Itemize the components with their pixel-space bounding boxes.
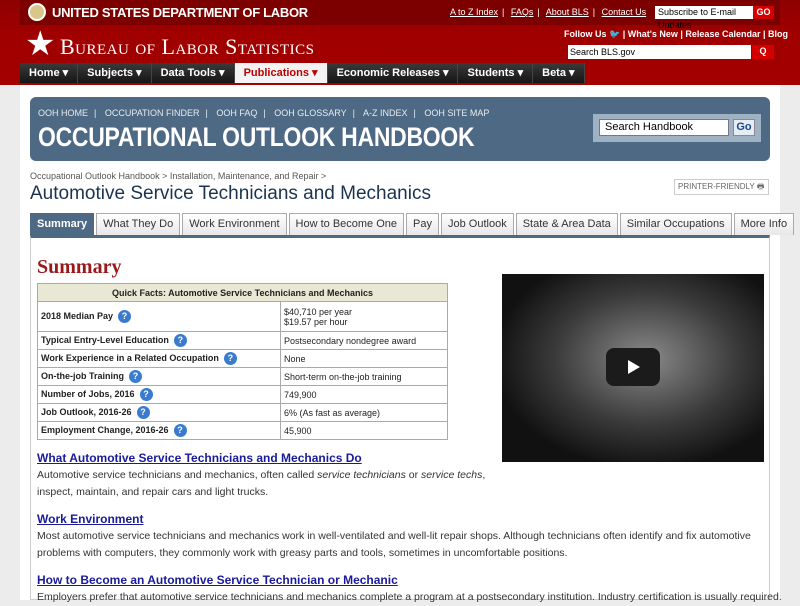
ooh-home-link[interactable]: OOH HOME [38,108,89,118]
row-label: Number of Jobs, 2016 [41,388,135,399]
tab-summary[interactable]: Summary [30,213,94,235]
row-label: On-the-job Training [41,370,124,381]
help-icon[interactable]: ? [118,310,131,323]
a-to-z-link[interactable]: A to Z Index [450,7,499,17]
table-row [38,350,448,368]
nav-students[interactable]: Students ▾ [458,63,533,83]
ooh-faq-link[interactable]: OOH FAQ [216,108,258,118]
section-text: Employers prefer that automotive service technicians and mechanics complete a program at a postsecondary institution. Industry certification is usually required. [37,591,782,603]
section-link-work-environment[interactable]: Work Environment [37,512,144,526]
section-text: Automotive service technicians and mechanics, often called service technicians or service techs, inspect, maintain, and repair cars and light trucks. [37,469,486,498]
tab-how-to-become-one[interactable]: How to Become One [289,213,405,235]
subscribe-go-button[interactable]: GO [753,6,774,19]
row-label: Typical Entry-Level Education [41,334,169,345]
twitter-icon[interactable]: 🐦 [608,29,621,39]
row-value: 6% (As fast as average) [281,404,448,422]
table-row [38,302,448,332]
nav-data-tools[interactable]: Data Tools ▾ [152,63,235,83]
follow-us-link[interactable]: Follow Us [563,29,607,39]
handbook-search-input[interactable]: Search Handbook [599,119,729,136]
tab-pay[interactable]: Pay [406,213,439,235]
row-label: Job Outlook, 2016-26 [41,406,132,417]
row-label: Employment Change, 2016-26 [41,424,169,435]
page-title: Automotive Service Technicians and Mechanics [30,183,431,204]
dol-seal-icon [28,3,46,21]
help-icon[interactable]: ? [137,406,150,419]
subscribe-input[interactable]: Subscribe to E-mail Updates [655,6,768,19]
row-value: Postsecondary nondegree award [281,332,448,350]
section-text: Most automotive service technicians and mechanics work in well-ventilated and well-lit repair shops. Although technicians often identify and fix automotive problems with computers, they commonly work with greasy parts and tools, sometimes in uncomfortable positions. [37,530,751,559]
row-label: Work Experience in a Related Occupation [41,352,219,363]
ooh-site-map-link[interactable]: OOH SITE MAP [424,108,490,118]
row-value: $40,710 per year [284,306,353,317]
section-link-what-they-do[interactable]: What Automotive Service Technicians and Mechanics Do [37,451,362,465]
row-value: Short-term on-the-job training [281,368,448,386]
ooh-links: OOH HOME | OCCUPATION FINDER | OOH FAQ | OOH GLOSSARY | A-Z INDEX | OOH SITE MAP [38,108,490,118]
contact-link[interactable]: Contact Us [601,7,647,17]
row-value: $19.57 per hour [284,316,348,327]
breadcrumb-category[interactable]: Installation, Maintenance, and Repair [169,171,319,181]
quick-facts-title: Quick Facts: Automotive Service Technicians and Mechanics [38,284,448,302]
tab-work-environment[interactable]: Work Environment [182,213,286,235]
occupation-finder-link[interactable]: OCCUPATION FINDER [104,108,200,118]
release-calendar-link[interactable]: Release Calendar [685,29,761,39]
section-link-how-to-become[interactable]: How to Become an Automotive Service Technician or Mechanic [37,573,398,587]
breadcrumb: Occupational Outlook Handbook > Installation, Maintenance, and Repair > [30,171,327,181]
table-row [38,368,448,386]
help-icon[interactable]: ? [174,334,187,347]
dol-bar [20,0,780,30]
about-link[interactable]: About BLS [545,7,589,17]
ooh-glossary-link[interactable]: OOH GLOSSARY [274,108,347,118]
breadcrumb-ooh[interactable]: Occupational Outlook Handbook [30,171,160,181]
row-value: 749,900 [281,386,448,404]
blog-link[interactable]: Blog [768,29,788,39]
site-header [0,0,800,85]
tab-job-outlook[interactable]: Job Outlook [441,213,514,235]
a-z-index-link[interactable]: A-Z INDEX [363,108,408,118]
faqs-link[interactable]: FAQs [510,7,534,17]
bls-logo-text[interactable]: Bureau of Labor Statistics [60,34,315,59]
video-player[interactable] [502,274,764,462]
help-icon[interactable]: ? [174,424,187,437]
summary-heading: Summary [37,256,122,278]
table-row [38,386,448,404]
nav-home[interactable]: Home ▾ [20,63,78,83]
table-row [38,422,448,440]
bls-star-logo-icon: ★ [25,25,56,63]
help-icon[interactable]: ? [224,352,237,365]
search-icon[interactable]: Q [752,45,774,59]
nav-publications[interactable]: Publications ▾ [235,63,328,83]
dol-link[interactable]: UNITED STATES DEPARTMENT OF LABOR [52,5,308,20]
help-icon[interactable]: ? [129,370,142,383]
bls-search-input[interactable]: Search BLS.gov [568,45,751,59]
tab-similar-occupations[interactable]: Similar Occupations [620,213,732,235]
printer-friendly-button[interactable]: PRINTER-FRIENDLY 🖶 [674,179,769,195]
tab-bar [30,213,794,235]
row-value: 45,900 [281,422,448,440]
table-row [38,332,448,350]
whats-new-link[interactable]: What's New [627,29,678,39]
printer-icon: 🖶 [756,182,765,191]
help-icon[interactable]: ? [140,388,153,401]
handbook-go-button[interactable]: Go [733,119,755,136]
nav-beta[interactable]: Beta ▾ [533,63,584,83]
table-row [38,404,448,422]
row-label: 2018 Median Pay [41,310,114,321]
nav-subjects[interactable]: Subjects ▾ [78,63,151,83]
tab-state-area-data[interactable]: State & Area Data [516,213,618,235]
handbook-search [593,114,761,142]
play-icon[interactable] [606,348,660,386]
top-links: A to Z Index | FAQs | About BLS | Contact Us [450,7,647,17]
nav-economic-releases[interactable]: Economic Releases ▾ [328,63,459,83]
quick-facts-table [37,283,448,440]
tab-more-info[interactable]: More Info [734,213,794,235]
ooh-title[interactable]: OCCUPATIONAL OUTLOOK HANDBOOK [38,122,475,152]
secondary-links: Follow Us 🐦 | What's New | Release Calendar | Blog [563,29,788,39]
main-nav [20,63,585,83]
ooh-banner [30,97,770,161]
tab-what-they-do[interactable]: What They Do [96,213,180,235]
row-value: None [281,350,448,368]
